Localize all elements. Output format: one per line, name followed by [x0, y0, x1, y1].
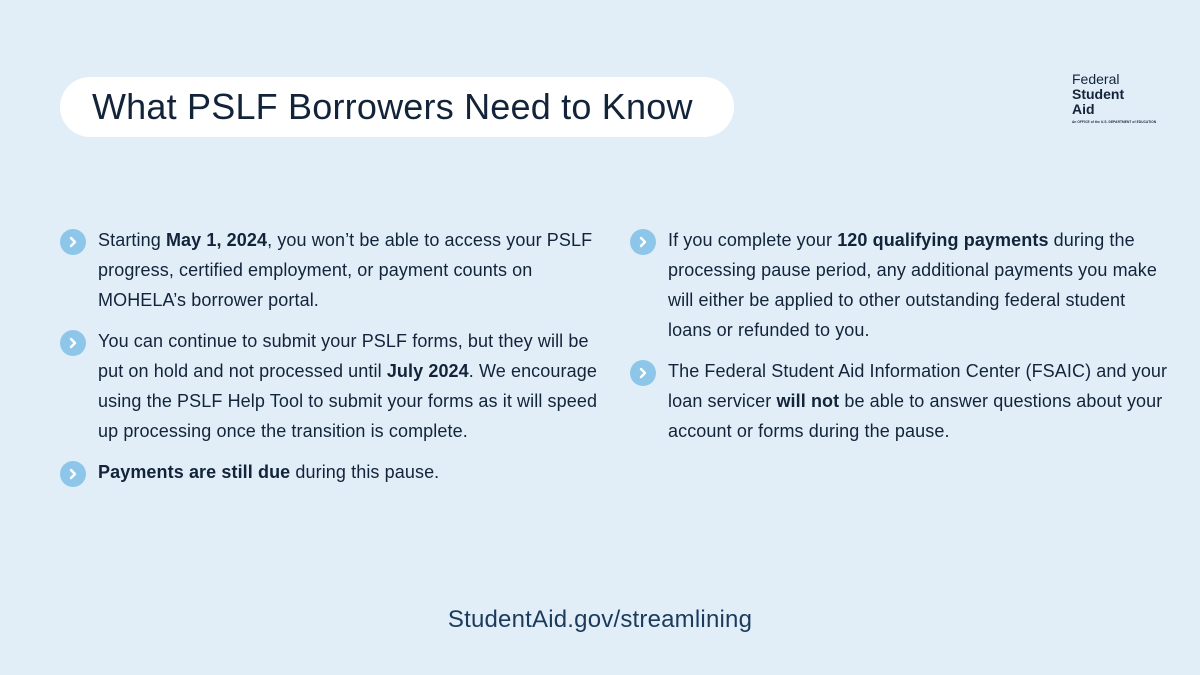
federal-student-aid-logo	[1072, 71, 1157, 124]
bullet-segment: , you won’t be able to access your PSLF progress, certified employment, or payment counts on MOHELA’s borrower portal.	[98, 230, 593, 310]
chevron-right-icon	[630, 360, 656, 386]
bullet-emphasis: 120 qualifying payments	[837, 230, 1049, 250]
logo-line-aid: Aid	[1072, 101, 1095, 117]
left-bullet-list	[60, 225, 600, 498]
bullet-emphasis: will not	[776, 391, 840, 411]
logo-line-student: Student	[1072, 86, 1125, 102]
bullet-segment: during the processing pause period, any additional payments you make will either be applied to other outstanding federal student loans or refunded to you.	[668, 230, 1157, 340]
chevron-right-icon	[60, 229, 86, 255]
chevron-right-icon	[60, 461, 86, 487]
bullet-segment: The Federal Student Aid Information Center (FSAIC) and your loan servicer	[668, 361, 1168, 411]
bullet-segment: . We encourage using the PSLF Help Tool to submit your forms as it will speed up processing once the transition is complete.	[98, 361, 598, 441]
bullet-text	[98, 225, 600, 315]
chevron-right-icon	[630, 229, 656, 255]
chevron-right-icon	[60, 330, 86, 356]
right-bullet-list	[630, 225, 1170, 457]
bullet-item	[630, 356, 1170, 446]
bullet-segment: during this pause.	[290, 462, 440, 482]
bullet-emphasis: July 2024	[386, 361, 469, 381]
bullet-item	[630, 225, 1170, 345]
logo-line-federal: Federal	[1072, 71, 1120, 87]
bullet-emphasis: May 1, 2024	[165, 230, 268, 250]
bullet-segment: Starting	[98, 230, 166, 250]
bullet-item	[60, 326, 600, 446]
bullet-item	[60, 457, 600, 487]
bullet-text	[98, 457, 439, 487]
bullet-text	[98, 326, 600, 446]
logo-tagline: An OFFICE of the U.S. DEPARTMENT of EDUCATION	[1072, 120, 1157, 124]
bullet-item	[60, 225, 600, 315]
page-title: What PSLF Borrowers Need to Know	[92, 86, 693, 127]
bullet-segment: If you complete your	[668, 230, 838, 250]
bullet-segment: be able to answer questions about your account or forms during the pause.	[668, 391, 1163, 441]
title-banner	[60, 77, 734, 137]
bullet-text	[668, 356, 1170, 446]
bullet-text	[668, 225, 1170, 345]
streamlining-link[interactable]: StudentAid.gov/streamlining	[447, 606, 753, 633]
bullet-emphasis: Payments are still due	[98, 462, 291, 482]
bullet-segment: You can continue to submit your PSLF forms, but they will be put on hold and not processed until	[98, 331, 589, 381]
